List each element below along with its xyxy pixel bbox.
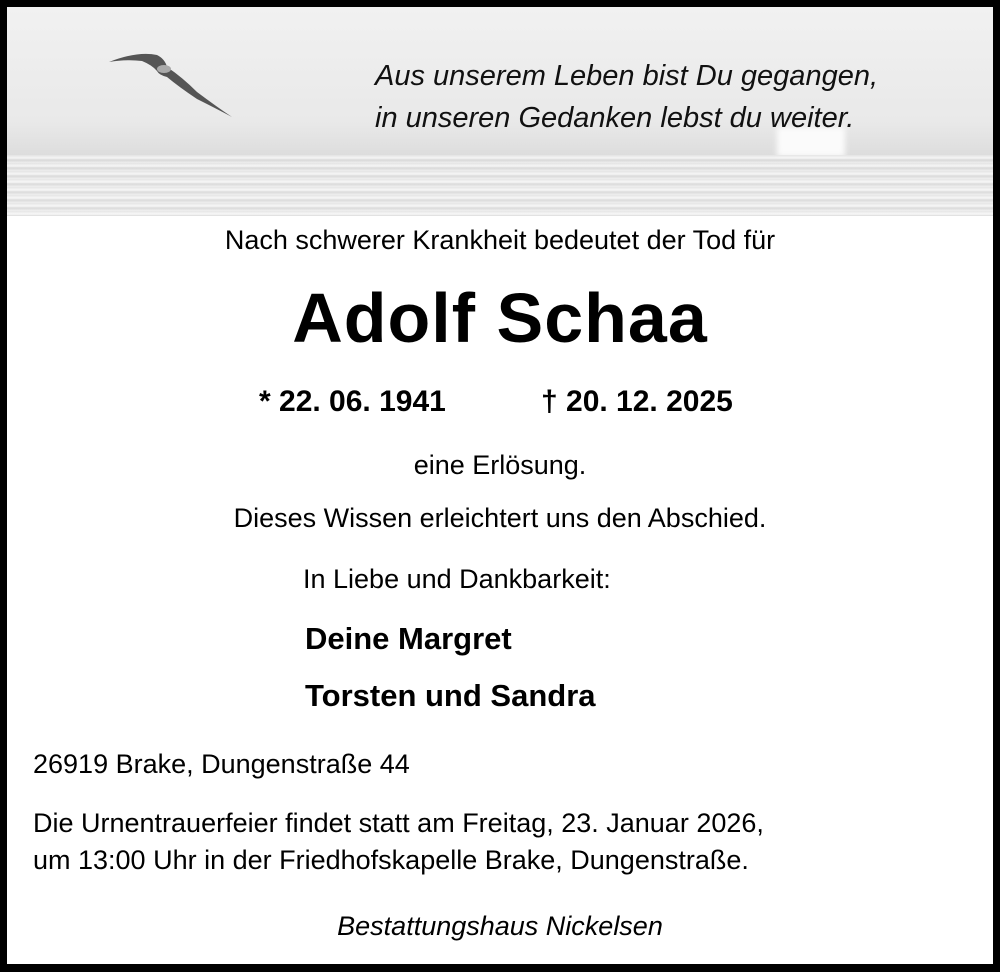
relief-text: eine Erlösung.: [413, 450, 587, 480]
birth-date: * 22. 06. 1941: [259, 385, 446, 418]
intro-text: Nach schwerer Krankheit bedeutet der Tod für: [224, 225, 776, 255]
quote-line-2: in unseren Gedanken lebst du weiter.: [375, 102, 855, 134]
seagull-icon: [107, 47, 247, 127]
mourners-intro: In Liebe und Dankbarkeit:: [303, 564, 611, 594]
sea: [7, 155, 993, 216]
ceremony-line-1: Die Urnentrauerfeier findet statt am Freitag, 23. Januar 2026,: [33, 808, 764, 838]
death-date: † 20. 12. 2025: [541, 385, 733, 418]
header-image: [7, 7, 993, 216]
mourner-1: Deine Margret: [305, 621, 512, 656]
mourner-2: Torsten und Sandra: [305, 678, 596, 713]
deceased-name: Adolf Schaa: [292, 279, 708, 357]
address: 26919 Brake, Dungenstraße 44: [33, 749, 410, 779]
farewell-text: Dieses Wissen erleichtert uns den Abschied.: [233, 503, 767, 533]
ceremony-line-2: um 13:00 Uhr in der Friedhofskapelle Brake, Dungenstraße.: [33, 845, 749, 875]
quote-line-1: Aus unserem Leben bist Du gegangen,: [375, 60, 879, 92]
funeral-home: Bestattungshaus Nickelsen: [337, 911, 663, 941]
